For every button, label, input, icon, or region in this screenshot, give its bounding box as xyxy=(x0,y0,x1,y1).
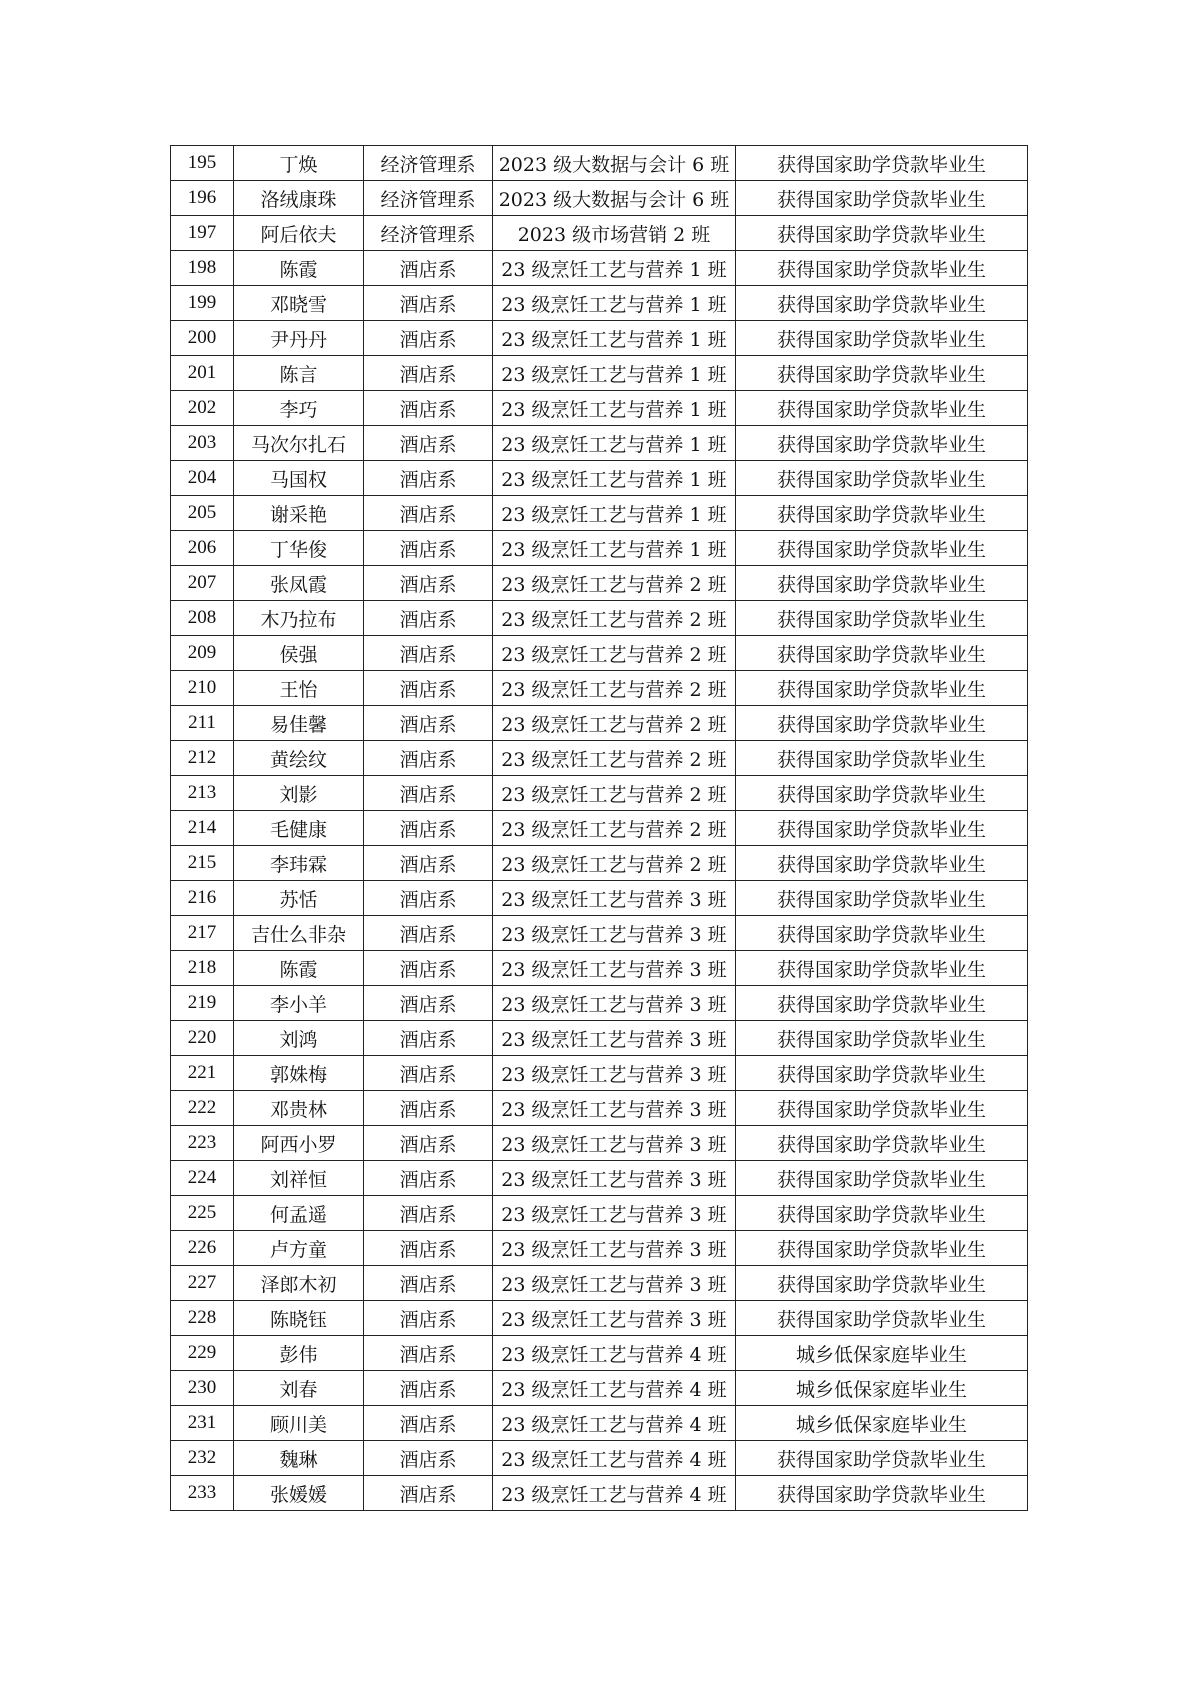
row-number-cell: 200 xyxy=(171,321,234,356)
category-cell: 获得国家助学贷款毕业生 xyxy=(736,216,1028,251)
student-name-cell: 苏恬 xyxy=(234,881,364,916)
student-name-cell: 张媛媛 xyxy=(234,1476,364,1511)
table-row xyxy=(171,1056,1028,1091)
category-cell: 获得国家助学贷款毕业生 xyxy=(736,671,1028,706)
table-row xyxy=(171,636,1028,671)
row-number-cell: 211 xyxy=(171,706,234,741)
category-cell: 获得国家助学贷款毕业生 xyxy=(736,1021,1028,1056)
student-name-cell: 李玮霖 xyxy=(234,846,364,881)
student-name-cell: 李小羊 xyxy=(234,986,364,1021)
table-row xyxy=(171,916,1028,951)
class-cell: 23 级烹饪工艺与营养 1 班 xyxy=(493,531,736,566)
row-number-cell: 214 xyxy=(171,811,234,846)
row-number-cell: 209 xyxy=(171,636,234,671)
table-row xyxy=(171,1091,1028,1126)
category-cell: 获得国家助学贷款毕业生 xyxy=(736,916,1028,951)
table-row xyxy=(171,566,1028,601)
table-row xyxy=(171,1336,1028,1371)
table-row xyxy=(171,426,1028,461)
table-row xyxy=(171,776,1028,811)
department-cell: 酒店系 xyxy=(364,1091,493,1126)
class-cell: 23 级烹饪工艺与营养 3 班 xyxy=(493,951,736,986)
class-cell: 23 级烹饪工艺与营养 3 班 xyxy=(493,916,736,951)
student-name-cell: 陈霞 xyxy=(234,251,364,286)
class-cell: 23 级烹饪工艺与营养 2 班 xyxy=(493,811,736,846)
row-number-cell: 198 xyxy=(171,251,234,286)
row-number-cell: 207 xyxy=(171,566,234,601)
student-name-cell: 丁焕 xyxy=(234,146,364,181)
department-cell: 酒店系 xyxy=(364,881,493,916)
department-cell: 经济管理系 xyxy=(364,146,493,181)
student-name-cell: 阿西小罗 xyxy=(234,1126,364,1161)
table-body xyxy=(171,146,1028,1511)
department-cell: 酒店系 xyxy=(364,951,493,986)
department-cell: 酒店系 xyxy=(364,741,493,776)
class-cell: 23 级烹饪工艺与营养 3 班 xyxy=(493,1056,736,1091)
class-cell: 23 级烹饪工艺与营养 1 班 xyxy=(493,496,736,531)
class-cell: 23 级烹饪工艺与营养 3 班 xyxy=(493,1161,736,1196)
row-number-cell: 201 xyxy=(171,356,234,391)
department-cell: 酒店系 xyxy=(364,1056,493,1091)
category-cell: 获得国家助学贷款毕业生 xyxy=(736,146,1028,181)
class-cell: 23 级烹饪工艺与营养 4 班 xyxy=(493,1371,736,1406)
class-cell: 23 级烹饪工艺与营养 4 班 xyxy=(493,1406,736,1441)
department-cell: 酒店系 xyxy=(364,811,493,846)
student-name-cell: 吉仕么非杂 xyxy=(234,916,364,951)
class-cell: 23 级烹饪工艺与营养 1 班 xyxy=(493,356,736,391)
department-cell: 酒店系 xyxy=(364,1301,493,1336)
department-cell: 经济管理系 xyxy=(364,216,493,251)
class-cell: 23 级烹饪工艺与营养 2 班 xyxy=(493,636,736,671)
category-cell: 获得国家助学贷款毕业生 xyxy=(736,601,1028,636)
category-cell: 获得国家助学贷款毕业生 xyxy=(736,566,1028,601)
row-number-cell: 229 xyxy=(171,1336,234,1371)
student-name-cell: 王怡 xyxy=(234,671,364,706)
department-cell: 酒店系 xyxy=(364,1161,493,1196)
student-name-cell: 尹丹丹 xyxy=(234,321,364,356)
category-cell: 获得国家助学贷款毕业生 xyxy=(736,846,1028,881)
class-cell: 23 级烹饪工艺与营养 3 班 xyxy=(493,881,736,916)
category-cell: 获得国家助学贷款毕业生 xyxy=(736,881,1028,916)
row-number-cell: 205 xyxy=(171,496,234,531)
table-row xyxy=(171,706,1028,741)
department-cell: 酒店系 xyxy=(364,391,493,426)
row-number-cell: 197 xyxy=(171,216,234,251)
class-cell: 23 级烹饪工艺与营养 2 班 xyxy=(493,601,736,636)
row-number-cell: 222 xyxy=(171,1091,234,1126)
department-cell: 酒店系 xyxy=(364,566,493,601)
department-cell: 酒店系 xyxy=(364,1336,493,1371)
department-cell: 酒店系 xyxy=(364,846,493,881)
category-cell: 获得国家助学贷款毕业生 xyxy=(736,1161,1028,1196)
row-number-cell: 204 xyxy=(171,461,234,496)
class-cell: 23 级烹饪工艺与营养 2 班 xyxy=(493,741,736,776)
table-row xyxy=(171,951,1028,986)
department-cell: 酒店系 xyxy=(364,531,493,566)
category-cell: 获得国家助学贷款毕业生 xyxy=(736,1441,1028,1476)
class-cell: 23 级烹饪工艺与营养 1 班 xyxy=(493,251,736,286)
table-row xyxy=(171,846,1028,881)
category-cell: 获得国家助学贷款毕业生 xyxy=(736,531,1028,566)
student-name-cell: 郭姝梅 xyxy=(234,1056,364,1091)
row-number-cell: 195 xyxy=(171,146,234,181)
row-number-cell: 199 xyxy=(171,286,234,321)
table-row xyxy=(171,181,1028,216)
category-cell: 获得国家助学贷款毕业生 xyxy=(736,951,1028,986)
table-row xyxy=(171,356,1028,391)
row-number-cell: 203 xyxy=(171,426,234,461)
department-cell: 酒店系 xyxy=(364,916,493,951)
table-row xyxy=(171,986,1028,1021)
class-cell: 23 级烹饪工艺与营养 2 班 xyxy=(493,706,736,741)
student-name-cell: 陈晓钰 xyxy=(234,1301,364,1336)
category-cell: 获得国家助学贷款毕业生 xyxy=(736,776,1028,811)
table-row xyxy=(171,461,1028,496)
category-cell: 获得国家助学贷款毕业生 xyxy=(736,1126,1028,1161)
row-number-cell: 220 xyxy=(171,1021,234,1056)
row-number-cell: 226 xyxy=(171,1231,234,1266)
category-cell: 城乡低保家庭毕业生 xyxy=(736,1371,1028,1406)
class-cell: 23 级烹饪工艺与营养 3 班 xyxy=(493,1126,736,1161)
category-cell: 获得国家助学贷款毕业生 xyxy=(736,426,1028,461)
student-name-cell: 顾川美 xyxy=(234,1406,364,1441)
table-row xyxy=(171,286,1028,321)
student-name-cell: 何孟遥 xyxy=(234,1196,364,1231)
student-name-cell: 邓晓雪 xyxy=(234,286,364,321)
student-name-cell: 卢方童 xyxy=(234,1231,364,1266)
department-cell: 酒店系 xyxy=(364,321,493,356)
category-cell: 城乡低保家庭毕业生 xyxy=(736,1336,1028,1371)
class-cell: 23 级烹饪工艺与营养 3 班 xyxy=(493,1266,736,1301)
class-cell: 2023 级大数据与会计 6 班 xyxy=(493,181,736,216)
category-cell: 获得国家助学贷款毕业生 xyxy=(736,1231,1028,1266)
class-cell: 23 级烹饪工艺与营养 3 班 xyxy=(493,1196,736,1231)
class-cell: 23 级烹饪工艺与营养 1 班 xyxy=(493,321,736,356)
table-row xyxy=(171,531,1028,566)
table-row xyxy=(171,1231,1028,1266)
class-cell: 23 级烹饪工艺与营养 1 班 xyxy=(493,391,736,426)
row-number-cell: 223 xyxy=(171,1126,234,1161)
student-name-cell: 陈言 xyxy=(234,356,364,391)
row-number-cell: 219 xyxy=(171,986,234,1021)
department-cell: 酒店系 xyxy=(364,496,493,531)
class-cell: 23 级烹饪工艺与营养 1 班 xyxy=(493,461,736,496)
table-row xyxy=(171,1021,1028,1056)
table-row xyxy=(171,496,1028,531)
table-row xyxy=(171,671,1028,706)
category-cell: 获得国家助学贷款毕业生 xyxy=(736,1266,1028,1301)
row-number-cell: 215 xyxy=(171,846,234,881)
student-name-cell: 泽郎木初 xyxy=(234,1266,364,1301)
department-cell: 酒店系 xyxy=(364,286,493,321)
row-number-cell: 221 xyxy=(171,1056,234,1091)
department-cell: 酒店系 xyxy=(364,461,493,496)
class-cell: 23 级烹饪工艺与营养 2 班 xyxy=(493,846,736,881)
category-cell: 获得国家助学贷款毕业生 xyxy=(736,706,1028,741)
student-name-cell: 木乃拉布 xyxy=(234,601,364,636)
table-row xyxy=(171,1476,1028,1511)
class-cell: 23 级烹饪工艺与营养 2 班 xyxy=(493,566,736,601)
student-name-cell: 马国权 xyxy=(234,461,364,496)
class-cell: 23 级烹饪工艺与营养 4 班 xyxy=(493,1441,736,1476)
class-cell: 2023 级市场营销 2 班 xyxy=(493,216,736,251)
row-number-cell: 228 xyxy=(171,1301,234,1336)
table-row xyxy=(171,881,1028,916)
row-number-cell: 196 xyxy=(171,181,234,216)
student-name-cell: 毛健康 xyxy=(234,811,364,846)
department-cell: 酒店系 xyxy=(364,601,493,636)
category-cell: 获得国家助学贷款毕业生 xyxy=(736,391,1028,426)
class-cell: 2023 级大数据与会计 6 班 xyxy=(493,146,736,181)
student-name-cell: 侯强 xyxy=(234,636,364,671)
category-cell: 获得国家助学贷款毕业生 xyxy=(736,356,1028,391)
category-cell: 获得国家助学贷款毕业生 xyxy=(736,986,1028,1021)
row-number-cell: 224 xyxy=(171,1161,234,1196)
student-name-cell: 刘鸿 xyxy=(234,1021,364,1056)
department-cell: 酒店系 xyxy=(364,356,493,391)
category-cell: 获得国家助学贷款毕业生 xyxy=(736,1196,1028,1231)
department-cell: 酒店系 xyxy=(364,426,493,461)
row-number-cell: 217 xyxy=(171,916,234,951)
student-name-cell: 谢采艳 xyxy=(234,496,364,531)
category-cell: 获得国家助学贷款毕业生 xyxy=(736,181,1028,216)
department-cell: 酒店系 xyxy=(364,1196,493,1231)
class-cell: 23 级烹饪工艺与营养 3 班 xyxy=(493,986,736,1021)
row-number-cell: 230 xyxy=(171,1371,234,1406)
department-cell: 酒店系 xyxy=(364,1231,493,1266)
department-cell: 酒店系 xyxy=(364,251,493,286)
student-name-cell: 阿后依夫 xyxy=(234,216,364,251)
department-cell: 酒店系 xyxy=(364,986,493,1021)
class-cell: 23 级烹饪工艺与营养 1 班 xyxy=(493,426,736,461)
student-name-cell: 黄绘纹 xyxy=(234,741,364,776)
department-cell: 酒店系 xyxy=(364,1476,493,1511)
category-cell: 获得国家助学贷款毕业生 xyxy=(736,286,1028,321)
student-name-cell: 张凤霞 xyxy=(234,566,364,601)
department-cell: 酒店系 xyxy=(364,671,493,706)
category-cell: 获得国家助学贷款毕业生 xyxy=(736,251,1028,286)
table-row xyxy=(171,741,1028,776)
student-name-cell: 易佳馨 xyxy=(234,706,364,741)
row-number-cell: 213 xyxy=(171,776,234,811)
student-name-cell: 洛绒康珠 xyxy=(234,181,364,216)
row-number-cell: 225 xyxy=(171,1196,234,1231)
student-name-cell: 马次尔扎石 xyxy=(234,426,364,461)
table-row xyxy=(171,1441,1028,1476)
student-name-cell: 彭伟 xyxy=(234,1336,364,1371)
table-row xyxy=(171,1196,1028,1231)
class-cell: 23 级烹饪工艺与营养 4 班 xyxy=(493,1476,736,1511)
department-cell: 酒店系 xyxy=(364,776,493,811)
category-cell: 获得国家助学贷款毕业生 xyxy=(736,461,1028,496)
row-number-cell: 233 xyxy=(171,1476,234,1511)
table-row xyxy=(171,391,1028,426)
table-row xyxy=(171,321,1028,356)
row-number-cell: 208 xyxy=(171,601,234,636)
table-row xyxy=(171,811,1028,846)
department-cell: 酒店系 xyxy=(364,1371,493,1406)
student-name-cell: 刘祥恒 xyxy=(234,1161,364,1196)
department-cell: 酒店系 xyxy=(364,636,493,671)
department-cell: 酒店系 xyxy=(364,1021,493,1056)
table-row xyxy=(171,216,1028,251)
category-cell: 城乡低保家庭毕业生 xyxy=(736,1406,1028,1441)
class-cell: 23 级烹饪工艺与营养 3 班 xyxy=(493,1021,736,1056)
table-row xyxy=(171,251,1028,286)
category-cell: 获得国家助学贷款毕业生 xyxy=(736,811,1028,846)
table-row xyxy=(171,1371,1028,1406)
student-name-cell: 邓贵林 xyxy=(234,1091,364,1126)
student-name-cell: 丁华俊 xyxy=(234,531,364,566)
category-cell: 获得国家助学贷款毕业生 xyxy=(736,496,1028,531)
department-cell: 经济管理系 xyxy=(364,181,493,216)
row-number-cell: 202 xyxy=(171,391,234,426)
row-number-cell: 216 xyxy=(171,881,234,916)
table-row xyxy=(171,601,1028,636)
class-cell: 23 级烹饪工艺与营养 2 班 xyxy=(493,671,736,706)
class-cell: 23 级烹饪工艺与营养 2 班 xyxy=(493,776,736,811)
row-number-cell: 232 xyxy=(171,1441,234,1476)
student-name-cell: 李巧 xyxy=(234,391,364,426)
table-row xyxy=(171,1126,1028,1161)
category-cell: 获得国家助学贷款毕业生 xyxy=(736,1476,1028,1511)
class-cell: 23 级烹饪工艺与营养 3 班 xyxy=(493,1231,736,1266)
row-number-cell: 210 xyxy=(171,671,234,706)
row-number-cell: 212 xyxy=(171,741,234,776)
table-row xyxy=(171,1266,1028,1301)
class-cell: 23 级烹饪工艺与营养 3 班 xyxy=(493,1301,736,1336)
graduate-list-table xyxy=(170,145,1028,1511)
department-cell: 酒店系 xyxy=(364,706,493,741)
table-row xyxy=(171,1161,1028,1196)
row-number-cell: 218 xyxy=(171,951,234,986)
department-cell: 酒店系 xyxy=(364,1266,493,1301)
student-name-cell: 刘春 xyxy=(234,1371,364,1406)
row-number-cell: 227 xyxy=(171,1266,234,1301)
department-cell: 酒店系 xyxy=(364,1126,493,1161)
student-name-cell: 陈霞 xyxy=(234,951,364,986)
class-cell: 23 级烹饪工艺与营养 3 班 xyxy=(493,1091,736,1126)
row-number-cell: 206 xyxy=(171,531,234,566)
category-cell: 获得国家助学贷款毕业生 xyxy=(736,741,1028,776)
category-cell: 获得国家助学贷款毕业生 xyxy=(736,321,1028,356)
department-cell: 酒店系 xyxy=(364,1441,493,1476)
department-cell: 酒店系 xyxy=(364,1406,493,1441)
category-cell: 获得国家助学贷款毕业生 xyxy=(736,1301,1028,1336)
student-name-cell: 刘影 xyxy=(234,776,364,811)
table-row xyxy=(171,1406,1028,1441)
class-cell: 23 级烹饪工艺与营养 4 班 xyxy=(493,1336,736,1371)
category-cell: 获得国家助学贷款毕业生 xyxy=(736,636,1028,671)
category-cell: 获得国家助学贷款毕业生 xyxy=(736,1091,1028,1126)
table-row xyxy=(171,146,1028,181)
row-number-cell: 231 xyxy=(171,1406,234,1441)
class-cell: 23 级烹饪工艺与营养 1 班 xyxy=(493,286,736,321)
student-name-cell: 魏琳 xyxy=(234,1441,364,1476)
category-cell: 获得国家助学贷款毕业生 xyxy=(736,1056,1028,1091)
table-row xyxy=(171,1301,1028,1336)
